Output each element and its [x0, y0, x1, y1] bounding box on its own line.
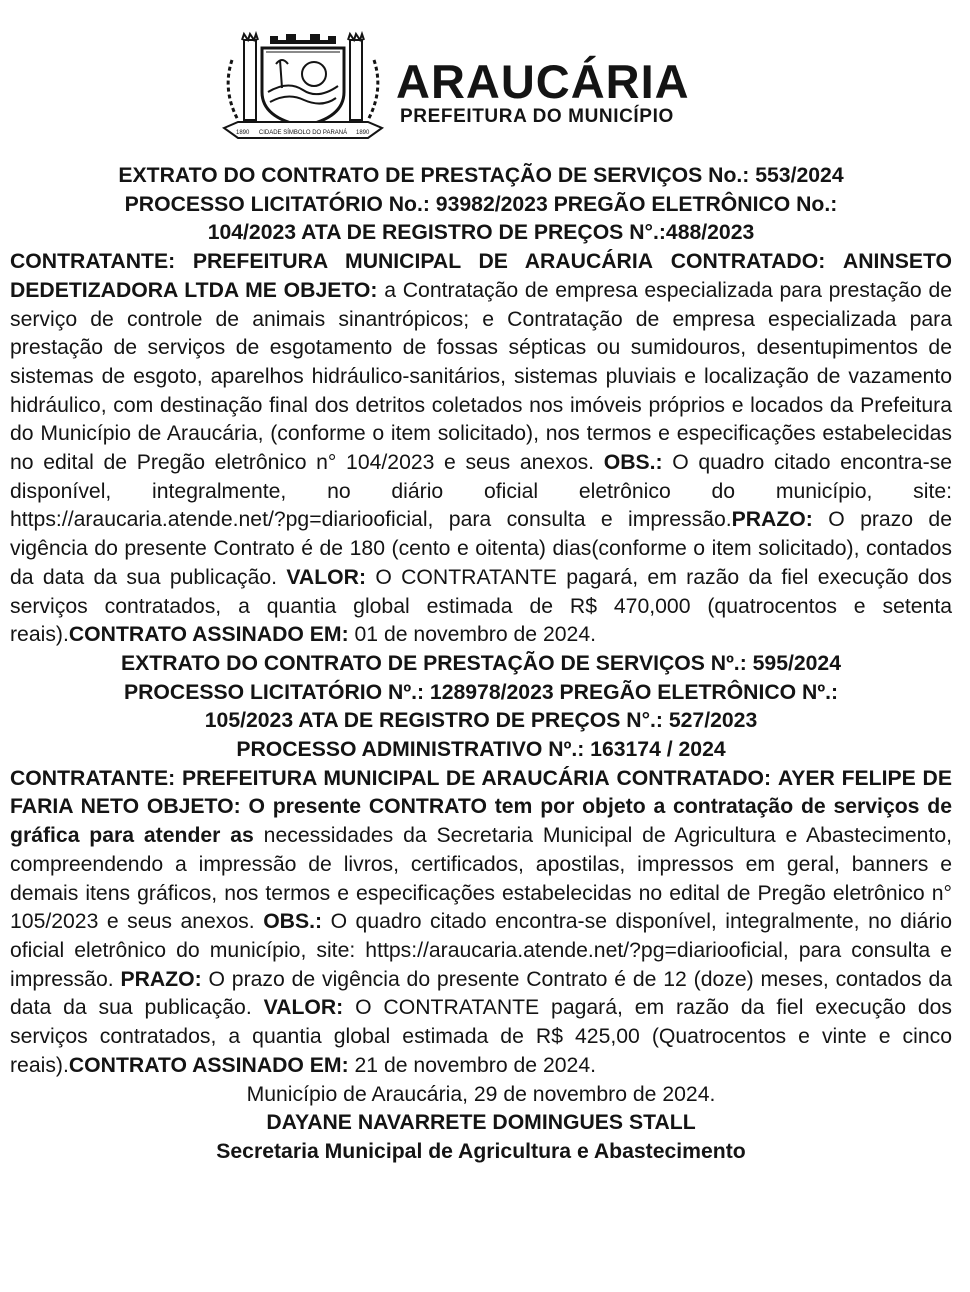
contratado-value: ANINSETO DEDETIZADORA LTDA ME — [10, 250, 952, 302]
assinado-text: 21 de novembro de 2024. — [354, 1053, 596, 1077]
obs-label: OBS.: — [263, 910, 323, 934]
contratante-value: PREFEITURA MUNICIPAL DE ARAUCÁRIA — [181, 766, 610, 790]
objeto-label: OBJETO: — [146, 795, 241, 819]
obs-text: O quadro citado encontra-se disponível, integralmente, no diário oficial eletrônico do município, site: https://araucaria.atende.net/?pg=diariooficial, para consulta e impressão. — [10, 451, 953, 532]
extract-title: EXTRATO DO CONTRATO DE PRESTAÇÃO DE SERVIÇOS Nº.: 595/2024 — [120, 651, 842, 675]
contratante-label: CONTRATANTE: — [10, 766, 176, 790]
valor-text: O CONTRATANTE pagará, em razão da fiel execução dos serviços contratados, a quantia global estimada de R$ 470,000 (quatrocentos e setenta reais). — [10, 565, 952, 647]
valor-text: O CONTRATANTE pagará, em razão da fiel execução dos serviços contratados, a quantia global estimada de R$ 425,00 (Quatrocentos e vinte e cinco reais). — [10, 996, 952, 1077]
objeto-label: OBJETO: — [283, 278, 378, 302]
prazo-text: O prazo de vigência do presente Contrato é de 12 (doze) meses, contados da data da sua publicação. — [10, 967, 953, 1020]
municipal-crest-icon — [218, 30, 388, 144]
contratante-value: PREFEITURA MUNICIPAL DE ARAUCÁRIA — [192, 250, 654, 274]
crest-motto: CIDADE SÍMBOLO DO PARANÁ — [258, 130, 348, 136]
obs-label: OBS.: — [603, 451, 663, 475]
contratado-label: CONTRATADO: — [616, 766, 772, 790]
assinado-label: CONTRATO ASSINADO EM: — [68, 1053, 349, 1077]
valor-label: VALOR: — [286, 565, 366, 589]
extract-ata: 105/2023 ATA DE REGISTRO DE PREÇOS N°.: 527/2023 — [204, 709, 758, 733]
prazo-text: O prazo de vigência do presente Contrato é de 180 (cento e oitenta) dias(conforme o item solicitado), contados da data da sua publicação. — [10, 508, 952, 589]
objeto-text: necessidades da Secretaria Municipal de Agricultura e Abastecimento, compreendendo a impressão de livros, certificados, apostilas, impressos em geral, banners e demais itens gráficos, nos termos e especificações estabelecidas no edital de Pregão eletrônico n° 105/2023 e seus anexos. — [10, 824, 952, 934]
extract-ata: 104/2023 ATA DE REGISTRO DE PREÇOS N°.:488/2023 — [207, 221, 755, 245]
place-date: Município de Araucária, 29 de novembro de 2024. — [246, 1082, 716, 1106]
signatory-role: Secretaria Municipal de Agricultura e Abastecimento — [216, 1139, 746, 1163]
extract-admin-process: PROCESSO ADMINISTRATIVO Nº.: 163174 / 2024 — [236, 738, 726, 762]
extract-body — [10, 248, 952, 650]
crest-year-right: 1890 — [356, 130, 370, 136]
signature-block — [10, 1081, 952, 1167]
brand-name: ARAUCÁRIA — [396, 55, 690, 108]
letterhead — [0, 28, 970, 146]
extract-title: EXTRATO DO CONTRATO DE PRESTAÇÃO DE SERVIÇOS No.: 553/2024 — [118, 164, 844, 187]
assinado-label: CONTRATO ASSINADO EM: — [68, 623, 349, 647]
signatory-name: DAYANE NAVARRETE DOMINGUES STALL — [266, 1111, 696, 1135]
brand-subtitle: PREFEITURA DO MUNICÍPIO — [400, 106, 674, 127]
brand — [396, 55, 690, 128]
contratado-value: AYER FELIPE DE FARIA NETO — [10, 766, 952, 819]
assinado-text: 01 de novembro de 2024. — [354, 623, 596, 647]
extract-body — [10, 765, 952, 1081]
prazo-label: PRAZO: — [120, 967, 202, 991]
extract-process: PROCESSO LICITATÓRIO No.: 93982/2023 PREGÃO ELETRÔNICO No.: — [124, 192, 838, 216]
document-body — [10, 162, 952, 1167]
obs-text: O quadro citado encontra-se disponível, integralmente, no diário oficial eletrônico do município, site: https://araucaria.atende.net/?pg=diariooficial, para consulta e impressão. — [10, 910, 952, 991]
objeto-text: a Contratação de empresa especializada para prestação de serviço de controle de animais sinantrópicos; e Contratação de empresa especializada para prestação de serviços de esgotamento de fossas sépticas ou sumidouros, desentupimentos de sistemas de esgoto, aparelhos hidráulico-sanitários, sistemas pluviais e localização de vazamento hidráulico, com destinação final dos detritos coletados nos imóveis próprios e locados da Prefeitura do Município de Araucária, (conforme o item solicitado), nos termos e especificações estabelecidas no edital de Pregão eletrônico n° 104/2023 e seus anexos. — [10, 278, 953, 475]
crest-year-left: 1890 — [236, 130, 250, 136]
valor-label: VALOR: — [263, 996, 344, 1020]
prazo-label: PRAZO: — [731, 508, 813, 532]
extract-process: PROCESSO LICITATÓRIO Nº.: 128978/2023 PREGÃO ELETRÔNICO Nº.: — [123, 680, 839, 704]
contratante-label: CONTRATANTE: — [10, 250, 176, 274]
contract-extract-553 — [10, 162, 952, 650]
objeto-bold-text: O presente CONTRATO tem por objeto a contratação de serviços de gráfica para atender as — [10, 795, 952, 848]
contract-extract-595 — [10, 650, 952, 1081]
contratado-label: CONTRATADO: — [670, 250, 826, 274]
